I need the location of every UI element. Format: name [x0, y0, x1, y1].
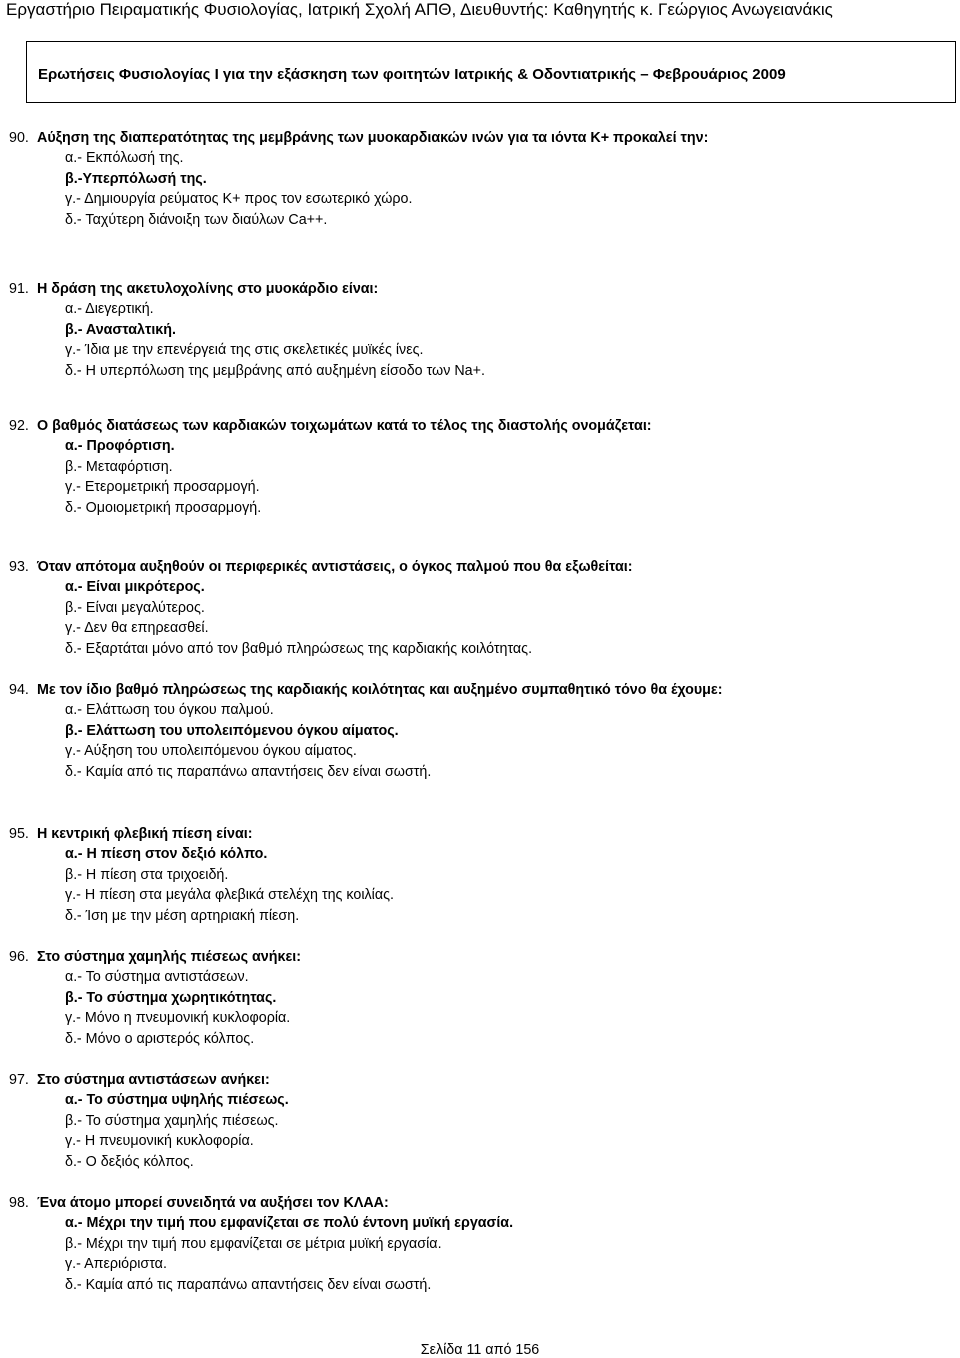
question-number: 91.: [9, 281, 29, 297]
document-title: Ερωτήσεις Φυσιολογίας Ι για την εξάσκηση των φοιτητών Ιατρικής & Οδοντιατρικής – Φεβρουάριος 2009: [38, 66, 786, 83]
question-number: 97.: [9, 1072, 29, 1088]
question-item: [9, 680, 939, 782]
answer-option: δ.- Ο δεξιός κόλπος.: [65, 1153, 194, 1170]
question-text: Αύξηση της διαπερατότητας της μεμβράνης των μυοκαρδιακών ινών για τα ιόντα Κ+ προκαλεί την:: [37, 130, 709, 146]
answer-option: α.- Η πίεση στον δεξιό κόλπο.: [65, 846, 268, 863]
answer-option: α.- Είναι μικρότερος.: [65, 579, 205, 596]
question-header: [9, 1070, 939, 1090]
question-item: [9, 416, 939, 518]
question-header: [9, 947, 939, 967]
answer-option: δ.- Ταχύτερη διάνοιξη των διαύλων Ca++.: [65, 211, 328, 228]
question-item: [9, 1070, 939, 1172]
answer-option: γ.- Ετερομετρική προσαρμογή.: [65, 479, 260, 496]
question-text: Ένα άτομο μπορεί συνειδητά να αυξήσει τον ΚΛΑΑ:: [37, 1195, 389, 1211]
question-text: Με τον ίδιο βαθμό πληρώσεως της καρδιακής κοιλότητας και αυξημένο συμπαθητικό τόνο θα έχουμε:: [37, 682, 723, 698]
question-number: 94.: [9, 682, 29, 698]
answer-option: γ.- Δημιουργία ρεύματος Κ+ προς τον εσωτερικό χώρο.: [65, 191, 413, 208]
question-item: [9, 947, 939, 1049]
answer-option: β.- Η πίεση στα τριχοειδή.: [65, 866, 229, 883]
answer-option: β.-Υπερπόλωσή της.: [65, 170, 207, 187]
answer-option: γ.- Η πίεση στα μεγάλα φλεβικά στελέχη της κοιλίας.: [65, 887, 394, 904]
answer-option: δ.- Η υπερπόλωση της μεμβράνης από αυξημένη είσοδο των Na+.: [65, 362, 485, 379]
answer-option: γ.- Η πνευμονική κυκλοφορία.: [65, 1133, 254, 1150]
question-number: 95.: [9, 826, 29, 842]
answer-option: α.- Προφόρτιση.: [65, 438, 175, 455]
question-number: 92.: [9, 418, 29, 434]
answer-option: β.- Μέχρι την τιμή που εμφανίζεται σε μέτρια μυϊκή εργασία.: [65, 1235, 442, 1252]
question-number: 98.: [9, 1195, 29, 1211]
answer-option: γ.- Μόνο η πνευμονική κυκλοφορία.: [65, 1010, 291, 1027]
question-item: [9, 557, 939, 659]
question-header: [9, 128, 939, 148]
answer-option: α.- Εκπόλωσή της.: [65, 150, 184, 167]
question-number: 90.: [9, 130, 29, 146]
question-header: [9, 1193, 939, 1213]
question-item: [9, 1193, 939, 1295]
answer-option: β.- Μεταφόρτιση.: [65, 458, 173, 475]
question-item: [9, 824, 939, 926]
answer-option: γ.- Ίδια με την επενέργειά της στις σκελετικές μυϊκές ίνες.: [65, 342, 424, 359]
answer-option: β.- Το σύστημα χαμηλής πιέσεως.: [65, 1112, 279, 1129]
question-text: Όταν απότομα αυξηθούν οι περιφερικές αντιστάσεις, ο όγκος παλμού που θα εξωθείται:: [37, 559, 633, 575]
answer-option: β.- Ελάττωση του υπολειπόμενου όγκου αίματος.: [65, 722, 399, 739]
answer-option: δ.- Καμία από τις παραπάνω απαντήσεις δεν είναι σωστή.: [65, 1276, 432, 1293]
question-number: 96.: [9, 949, 29, 965]
answer-option: α.- Το σύστημα υψηλής πιέσεως.: [65, 1092, 289, 1109]
question-header: [9, 279, 939, 299]
answer-option: γ.- Δεν θα επηρεασθεί.: [65, 620, 209, 637]
answer-option: α.- Διεγερτική.: [65, 301, 154, 318]
answer-option: δ.- Ομοιομετρική προσαρμογή.: [65, 499, 262, 516]
answer-option: α.- Ελάττωση του όγκου παλμού.: [65, 702, 274, 719]
answer-option: β.- Ανασταλτική.: [65, 321, 176, 338]
answer-option: α.- Μέχρι την τιμή που εμφανίζεται σε πολύ έντονη μυϊκή εργασία.: [65, 1215, 514, 1232]
question-text: Η κεντρική φλεβική πίεση είναι:: [37, 826, 253, 842]
question-text: Στο σύστημα χαμηλής πιέσεως ανήκει:: [37, 949, 301, 965]
page-header: Εργαστήριο Πειραματικής Φυσιολογίας, Ιατρική Σχολή ΑΠΘ, Διευθυντής: Καθηγητής κ. Γεώργιος Ανωγειανάκις: [6, 0, 833, 19]
question-item: [9, 128, 939, 230]
answer-option: γ.- Αύξηση του υπολειπόμενου όγκου αίματος.: [65, 743, 357, 760]
question-text: Στο σύστημα αντιστάσεων ανήκει:: [37, 1072, 270, 1088]
question-header: [9, 824, 939, 844]
question-number: 93.: [9, 559, 29, 575]
question-text: Ο βαθμός διατάσεως των καρδιακών τοιχωμάτων κατά το τέλος της διαστολής ονομάζεται:: [37, 418, 652, 434]
answer-option: β.- Το σύστημα χωρητικότητας.: [65, 989, 277, 1006]
question-header: [9, 416, 939, 436]
answer-option: γ.- Απεριόριστα.: [65, 1256, 167, 1273]
page-footer: Σελίδα 11 από 156: [420, 1342, 540, 1358]
answer-option: δ.- Ίση με την μέση αρτηριακή πίεση.: [65, 907, 300, 924]
answer-option: α.- Το σύστημα αντιστάσεων.: [65, 969, 249, 986]
answer-option: δ.- Καμία από τις παραπάνω απαντήσεις δεν είναι σωστή.: [65, 763, 432, 780]
answer-option: δ.- Μόνο ο αριστερός κόλπος.: [65, 1030, 255, 1047]
question-text: Η δράση της ακετυλοχολίνης στο μυοκάρδιο είναι:: [37, 281, 379, 297]
question-header: [9, 557, 939, 577]
question-item: [9, 279, 939, 381]
answer-option: δ.- Εξαρτάται μόνο από τον βαθμό πληρώσεως της καρδιακής κοιλότητας.: [65, 640, 533, 657]
answer-option: β.- Είναι μεγαλύτερος.: [65, 599, 205, 616]
question-header: [9, 680, 939, 700]
